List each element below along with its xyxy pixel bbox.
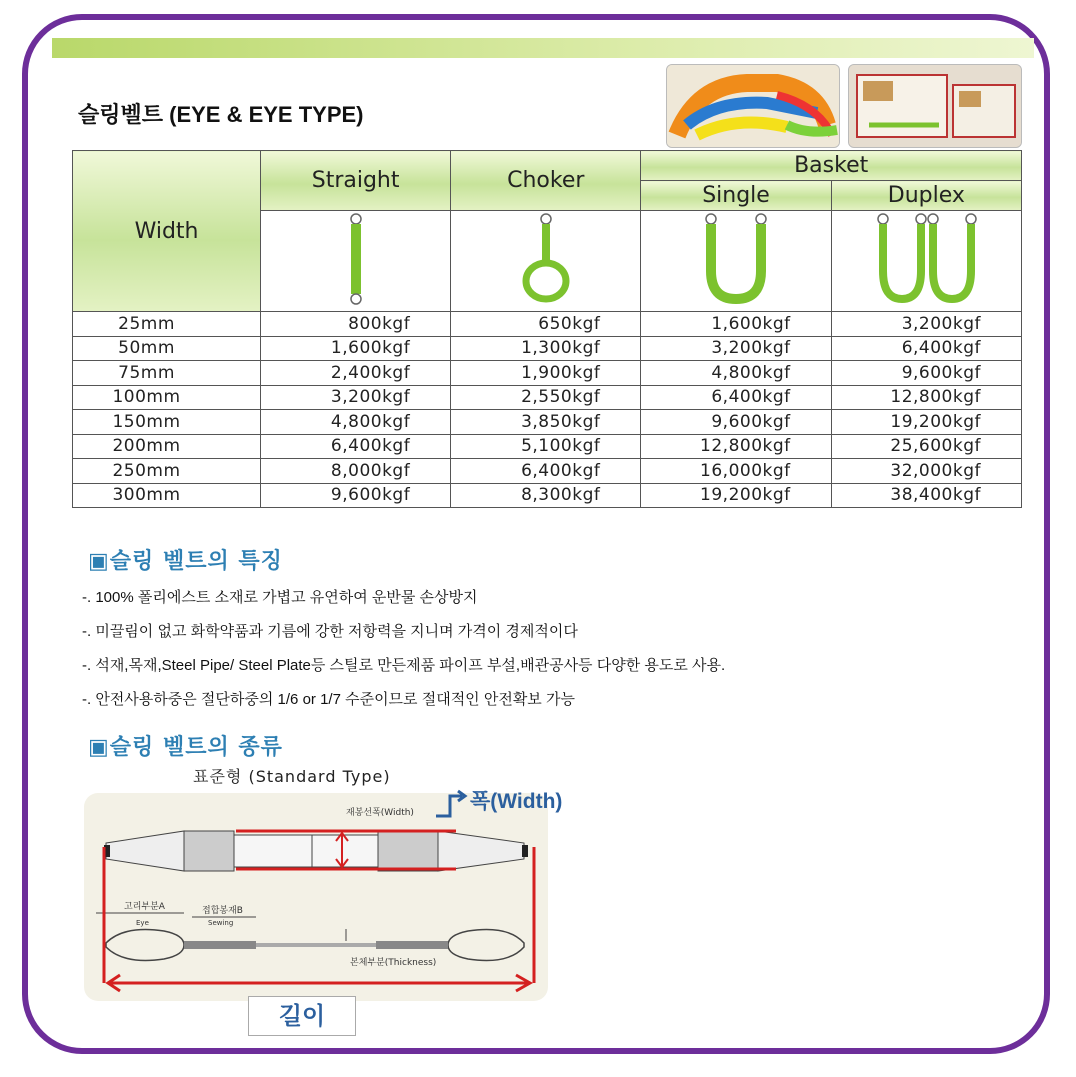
sling-diagram — [84, 793, 548, 1001]
table-row — [73, 361, 1022, 386]
cell-choker: 650kgf — [451, 312, 641, 337]
width-header: Width — [73, 151, 261, 312]
top-green-bar — [52, 38, 1034, 58]
cell-choker: 2,550kgf — [451, 385, 641, 410]
cell-duplex: 12,800kgf — [831, 385, 1021, 410]
duplex-header: Duplex — [831, 181, 1021, 211]
straight-sling-icon — [261, 211, 451, 312]
cell-width: 25mm — [73, 312, 261, 337]
cell-straight: 8,000kgf — [261, 459, 451, 484]
cell-single: 12,800kgf — [641, 434, 831, 459]
cell-width: 50mm — [73, 336, 261, 361]
single-header: Single — [641, 181, 831, 211]
sling-photo — [666, 64, 840, 148]
cell-choker: 1,300kgf — [451, 336, 641, 361]
page-title: 슬링벨트 (EYE & EYE TYPE) — [78, 102, 364, 127]
table-row — [73, 336, 1022, 361]
cell-duplex: 19,200kgf — [831, 410, 1021, 435]
cell-duplex: 3,200kgf — [831, 312, 1021, 337]
cell-straight: 4,800kgf — [261, 410, 451, 435]
capacity-table — [72, 150, 1022, 508]
basket-header: Basket — [641, 151, 1022, 181]
standard-type-label: 표준형 (Standard Type) — [193, 767, 391, 786]
features-heading: ▣슬링 벨트의 특징 — [88, 549, 283, 574]
cell-straight: 800kgf — [261, 312, 451, 337]
table-row — [73, 483, 1022, 508]
types-heading: ▣슬링 벨트의 종류 — [88, 735, 283, 760]
basket-single-icon — [641, 211, 831, 312]
sewing-tag: 접합봉재B — [202, 906, 243, 916]
eye-tag: 고리부분A — [124, 902, 165, 912]
cell-width: 300mm — [73, 483, 261, 508]
sewing-sub-tag: Sewing — [208, 919, 234, 927]
cell-single: 4,800kgf — [641, 361, 831, 386]
cell-width: 100mm — [73, 385, 261, 410]
feature-item: -. 미끌림이 없고 화학약품과 기름에 강한 저항력을 지니며 가격이 경제적이다 — [82, 623, 578, 640]
cell-single: 9,600kgf — [641, 410, 831, 435]
cell-duplex: 6,400kgf — [831, 336, 1021, 361]
capacity-rows — [73, 312, 1022, 508]
table-row — [73, 434, 1022, 459]
cell-straight: 6,400kgf — [261, 434, 451, 459]
cell-single: 16,000kgf — [641, 459, 831, 484]
cell-straight: 3,200kgf — [261, 385, 451, 410]
choker-sling-icon — [451, 211, 641, 312]
cell-width: 200mm — [73, 434, 261, 459]
cell-single: 1,600kgf — [641, 312, 831, 337]
feature-item: -. 100% 폴리에스트 소재로 가볍고 유연하여 운반물 손상방지 — [82, 589, 478, 606]
cell-duplex: 32,000kgf — [831, 459, 1021, 484]
feature-item: -. 안전사용하중은 절단하중의 1/6 or 1/7 수준이므로 절대적인 안전확보 가능 — [82, 691, 575, 708]
cell-choker: 8,300kgf — [451, 483, 641, 508]
cell-straight: 2,400kgf — [261, 361, 451, 386]
cell-duplex: 9,600kgf — [831, 361, 1021, 386]
table-row — [73, 459, 1022, 484]
table-row — [73, 385, 1022, 410]
eye-sub-tag: Eye — [136, 919, 149, 927]
cell-choker: 3,850kgf — [451, 410, 641, 435]
straight-header: Straight — [261, 151, 451, 211]
cell-width: 75mm — [73, 361, 261, 386]
table-row — [73, 312, 1022, 337]
thickness-tag: 본체부분(Thickness) — [350, 958, 437, 968]
cell-single: 19,200kgf — [641, 483, 831, 508]
cell-duplex: 25,600kgf — [831, 434, 1021, 459]
cell-width: 150mm — [73, 410, 261, 435]
cell-choker: 1,900kgf — [451, 361, 641, 386]
cell-width: 250mm — [73, 459, 261, 484]
width-pointer-arrow-icon — [432, 786, 468, 822]
cell-straight: 1,600kgf — [261, 336, 451, 361]
width-tag: 재봉선폭(Width) — [346, 808, 414, 818]
length-label: 길이 — [248, 996, 356, 1036]
basket-duplex-icon — [831, 211, 1021, 312]
package-photo — [848, 64, 1022, 148]
cell-single: 6,400kgf — [641, 385, 831, 410]
cell-choker: 6,400kgf — [451, 459, 641, 484]
width-label: 폭(Width) — [470, 790, 563, 813]
choker-header: Choker — [451, 151, 641, 211]
cell-single: 3,200kgf — [641, 336, 831, 361]
cell-duplex: 38,400kgf — [831, 483, 1021, 508]
cell-choker: 5,100kgf — [451, 434, 641, 459]
feature-item: -. 석재,목재,Steel Pipe/ Steel Plate등 스틸로 만든제품 파이프 부설,배관공사등 다양한 용도로 사용. — [82, 657, 726, 674]
table-row — [73, 410, 1022, 435]
cell-straight: 9,600kgf — [261, 483, 451, 508]
